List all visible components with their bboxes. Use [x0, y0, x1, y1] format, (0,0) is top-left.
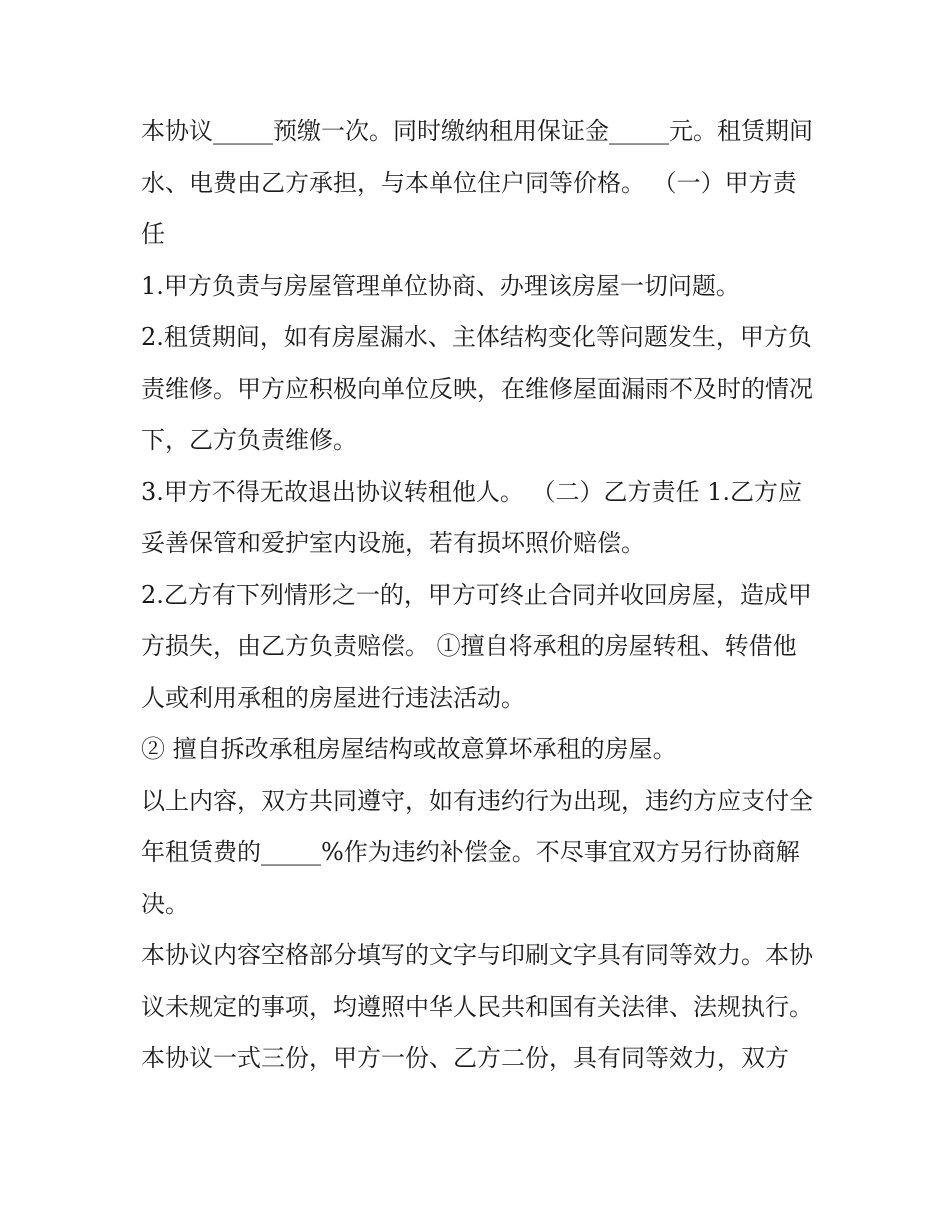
paragraph-party-a-duty-3: 3.甲方不得无故退出协议转租他人。 （二）乙方责任 1.乙方应妥善保管和爱护室内设施，若有损坏照价赔偿。 — [141, 477, 803, 557]
paragraph-party-b-duty-2: 2.乙方有下列情形之一的，甲方可终止合同并收回房屋，造成甲方损失，由乙方负责赔偿。 ①擅自将承租的房屋转租、转借他人或利用承租的房屋进行违法活动。 — [141, 580, 812, 712]
paragraph-party-b-duty-2b: ② 擅自拆改承租房屋结构或故意算坏承租的房屋。 — [141, 735, 677, 763]
document-body — [141, 106, 816, 1085]
paragraph-deposit-terms: 本协议_____预缴一次。同时缴纳租用保证金_____元。租赁期间水、电费由乙方承担，与本单位住户同等价格。 （一）甲方责任 — [141, 117, 813, 248]
paragraph-legal-effect: 本协议内容空格部分填写的文字与印刷文字具有同等效力。本协议未规定的事项，均遵照中华人民共和国有关法律、法规执行。 — [141, 941, 813, 1021]
paragraph-breach-penalty: 以上内容，双方共同遵守，如有违约行为出现，违约方应支付全年租赁费的_____%作为违约补偿金。不尽事宜双方另行协商解决。 — [141, 786, 813, 918]
paragraph-copies: 本协议一式三份，甲方一份、乙方二份，具有同等效力，双方 — [141, 1044, 789, 1072]
paragraph-party-a-duty-1: 1.甲方负责与房屋管理单位协商、办理该房屋一切问题。 — [141, 271, 740, 300]
paragraph-party-a-duty-2: 2.租赁期间，如有房屋漏水、主体结构变化等问题发生，甲方负责维修。甲方应积极向单位反映，在维修屋面漏雨不及时的情况下，乙方负责维修。 — [141, 323, 813, 454]
